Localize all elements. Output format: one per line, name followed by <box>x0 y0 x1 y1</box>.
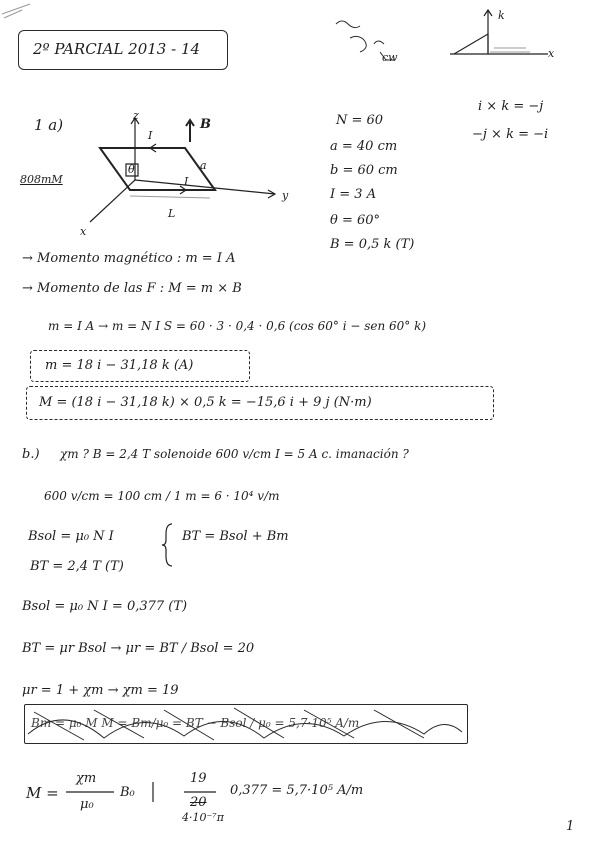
final-rhs-num: 19 <box>190 771 207 786</box>
fig-current-top: I <box>148 129 153 142</box>
axis-k-label: k <box>498 9 505 22</box>
final-frac-den: μ₀ <box>80 797 94 812</box>
final-rhs-den-struck: 20 <box>190 795 207 810</box>
corner-scribble <box>0 0 40 20</box>
top-scribble-figure <box>330 14 410 70</box>
data-i: I = 3 A <box>330 187 377 202</box>
identity-1: i × k = −j <box>478 99 544 114</box>
moment-line: → Momento magnético : m = I A <box>22 251 236 266</box>
axis-x-label: x <box>548 47 555 60</box>
conversion-line: 600 v/cm = 100 cm / 1 m = 6 · 10⁴ v/m <box>44 489 280 503</box>
result-m-box <box>30 350 250 382</box>
fig-b-vector: B <box>200 117 211 132</box>
mur-line: μr = 1 + χm → χm = 19 <box>22 683 179 698</box>
bt-value: BT = 2,4 T (T) <box>30 559 124 574</box>
page-title: 2º PARCIAL 2013 - 14 <box>33 40 201 58</box>
bsol-value: Bsol = μ₀ N I = 0,377 (T) <box>22 599 188 614</box>
problem-a-label: 1 a) <box>34 116 64 134</box>
top-scribble-text: cw <box>382 51 398 64</box>
fig-axis-x: x <box>80 225 87 238</box>
final-b0: B₀ <box>120 785 135 800</box>
bt-sum: BT = Bsol + Bm <box>182 529 289 544</box>
data-theta: θ = 60° <box>330 213 381 228</box>
brace <box>162 522 176 568</box>
calc-line: m = I A → m = N I S = 60 · 3 · 0,4 · 0,6 (cos 60° i − sen 60° k) <box>48 319 427 333</box>
final-frac-bar <box>66 790 116 794</box>
result-M: M = (18 i − 31,18 k) × 0,5 k = −15,6 i + 9 j (N·m) <box>39 395 372 410</box>
title-box <box>18 30 228 70</box>
result-M-box <box>26 386 494 420</box>
br-line: BT = μr Bsol → μr = BT / Bsol = 20 <box>22 641 255 656</box>
final-frac-num: χm <box>76 771 97 786</box>
final-sep <box>150 780 160 804</box>
final-rhs-den2: 4·10⁻⁷π <box>182 811 224 824</box>
problem-b-label: b.) <box>22 447 40 462</box>
fig-axis-z: z <box>133 109 139 122</box>
final-rhs-bar <box>184 790 224 794</box>
final-lhs: M = <box>26 784 59 802</box>
data-b: b = 60 cm <box>330 163 398 178</box>
fig-axis-y: y <box>282 189 289 202</box>
result-m: m = 18 i − 31,18 k (A) <box>45 358 194 373</box>
page-number: 1 <box>566 819 575 834</box>
data-b0: B = 0,5 k (T) <box>330 237 415 252</box>
fig-angle: θ <box>128 163 135 176</box>
strike-scribble <box>24 704 466 744</box>
fig-current-bottom: I <box>184 175 189 188</box>
fig-side-a: a <box>200 159 207 172</box>
bsol-line: Bsol = μ₀ N I <box>28 529 114 544</box>
fig-side-L: L <box>168 207 176 220</box>
torque-line: → Momento de las F : M = m × B <box>22 281 242 296</box>
data-a: a = 40 cm <box>330 139 398 154</box>
identity-2: −j × k = −i <box>472 127 549 142</box>
final-value: 0,377 = 5,7·10⁵ A/m <box>230 783 364 798</box>
problem-b-question: χm ? B = 2,4 T solenoide 600 v/cm I = 5 A c. imanación ? <box>60 447 409 461</box>
side-note: 808mM <box>20 173 63 186</box>
axes-sketch <box>430 4 560 64</box>
data-n: N = 60 <box>336 113 384 128</box>
crossed-out-text: Bm = μ₀ M M = Bm/μ₀ = BT − Bsol / μ₀ = 5,7·10⁵ A/m <box>31 716 360 730</box>
